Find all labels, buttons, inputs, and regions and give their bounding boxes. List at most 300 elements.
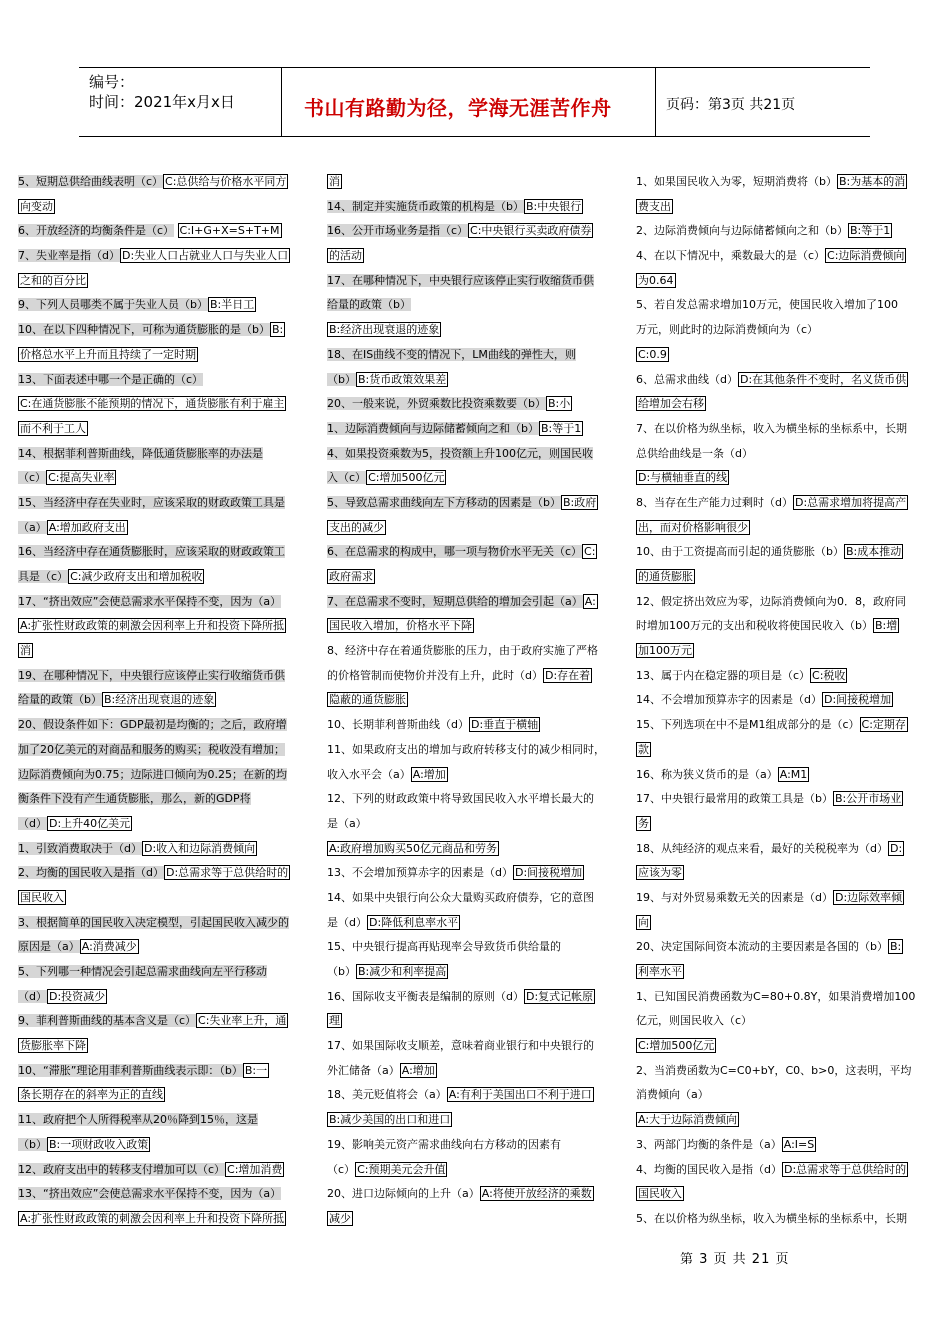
question-text: 给量的政策（b） — [18, 693, 102, 707]
question-line — [636, 516, 928, 541]
question-text: 具是（c） — [18, 570, 69, 583]
question-line — [636, 837, 928, 862]
question-text: 外汇储备（a） — [327, 1063, 400, 1077]
question-text: 7、在以价格为纵坐标，收入为横坐标的坐标系中，长期 — [636, 421, 907, 435]
page-footer: 第 3 页 共 21 页 — [680, 1252, 790, 1267]
question-text: 亿元，则国民收入（c） — [636, 1014, 753, 1028]
answer-text: D:总需求等于总供给时的 — [783, 1162, 907, 1176]
question-line — [327, 960, 619, 985]
question-line — [636, 886, 928, 911]
answer-text: B:经济出现衰退的迹象 — [329, 323, 440, 337]
question-line — [636, 343, 928, 368]
question-text: 13、“挤出效应”会使总需求水平保持不变，因为（a） — [18, 1187, 282, 1201]
question-line — [327, 763, 619, 788]
question-text: 12、假定挤出效应为零，边际消费倾向为0．8，政府同 — [636, 594, 906, 608]
answer-text: D:间接税增加 — [823, 693, 892, 707]
question-text: 收入水平会（a） — [327, 767, 411, 781]
question-line — [636, 565, 928, 590]
answer-text: B:经济出现衰退的迹象 — [103, 693, 215, 707]
question-line — [18, 368, 310, 393]
answer-text: A:政府增加购买50亿元商品和劳务 — [329, 841, 498, 855]
answer-text: C:税收 — [812, 668, 846, 682]
question-line — [18, 812, 310, 837]
question-line — [636, 664, 928, 689]
question-line — [18, 565, 310, 590]
question-text: 11、政府把个人所得税率从20％降到15％，这是 — [18, 1113, 258, 1127]
question-text: 7、失业率是指（d） — [18, 249, 120, 263]
question-text: 万元，则此时的边际消费倾向为（c） — [636, 323, 819, 337]
question-text: 总供给曲线是一条（d） — [636, 446, 753, 460]
text-column-2 — [327, 170, 619, 1232]
answer-text: C:增加消费 — [227, 1162, 283, 1176]
question-text: 3、两部门均衡的条件是（a） — [636, 1137, 782, 1151]
question-text: 18、美元贬值将会（a） — [327, 1088, 447, 1102]
question-text: 1、如果国民收入为零，短期消费将（b） — [636, 175, 837, 188]
answer-text: 支出的减少 — [329, 520, 384, 534]
answer-text: 消 — [329, 175, 340, 188]
answer-text: C:定期存 — [861, 718, 906, 732]
question-line — [18, 1158, 310, 1183]
answer-text: 条长期存在的斜率为正的直线 — [20, 1088, 163, 1102]
question-line — [327, 861, 619, 886]
answer-text: 货膨胀率下降 — [20, 1039, 86, 1053]
question-line — [327, 886, 619, 911]
question-text: 18、在IS曲线不变的情况下，LM曲线的弹性大，则 — [327, 347, 576, 361]
question-text: 边际消费倾向为0.75；边际进口倾向为0.25；在新的均 — [18, 767, 287, 781]
question-text: 16、公开市场业务是指（c） — [327, 224, 469, 238]
question-line — [327, 787, 619, 812]
question-text: 12、下列的财政政策中将导致国民收入水平增长最大的 — [327, 792, 594, 806]
question-line — [636, 688, 928, 713]
question-text: 加了20亿美元的对商品和服务的购买；税收没有增加； — [18, 742, 285, 756]
question-line — [18, 985, 310, 1010]
question-text: 11、如果政府支出的增加与政府转移支付的减少相同时， — [327, 742, 605, 756]
question-text: 13、下面表述中哪一个是正确的（c） — [18, 372, 204, 386]
question-line — [18, 219, 310, 244]
question-text: 9、下列人员哪类不属于失业人员（b） — [18, 298, 208, 312]
question-line — [327, 491, 619, 516]
answer-text: D:复式记帐原 — [525, 989, 594, 1003]
header-motto: 书山有路勤为径，学海无涯苦作舟 — [304, 96, 612, 120]
answer-text: 之和的百分比 — [20, 273, 86, 287]
question-line — [636, 1158, 928, 1183]
answer-text: D:收入和边际消费倾向 — [143, 841, 256, 855]
question-line — [636, 713, 928, 738]
question-line — [636, 985, 928, 1010]
answer-text: D:与横轴垂直的线 — [638, 471, 728, 485]
question-text: 6、总需求曲线（d） — [636, 372, 738, 386]
question-line — [18, 787, 310, 812]
question-text: 15、当经济中存在失业时，应该采取的财政政策工具是 — [18, 495, 285, 509]
question-line — [636, 639, 928, 664]
question-line — [18, 763, 310, 788]
question-line — [636, 195, 928, 220]
question-line — [327, 170, 619, 195]
answer-text: 加100万元 — [638, 644, 692, 658]
answer-text: 为0.64 — [638, 273, 674, 287]
question-line — [327, 1158, 619, 1183]
answer-text: A:将使开放经济的乘数 — [481, 1187, 592, 1201]
answer-text: D:总需求增加将提高产 — [794, 495, 907, 509]
answer-text: 出，而对价格影响很少 — [638, 520, 748, 534]
answer-text: A:增加 — [412, 767, 446, 781]
question-text: 10、“滞胀”理论用菲利普斯曲线表示即：（b） — [18, 1063, 243, 1077]
question-line — [18, 417, 310, 442]
question-line — [18, 590, 310, 615]
question-text: 18、从纯经济的观点来看，最好的关税税率为（d） — [636, 841, 888, 855]
question-line — [18, 343, 310, 368]
answer-text: 国民收入 — [638, 1187, 682, 1201]
question-line — [327, 417, 619, 442]
answer-text: C:边际消费倾向 — [827, 249, 905, 263]
answer-text: B:一项财政收入政策 — [48, 1137, 149, 1151]
question-line — [327, 195, 619, 220]
answer-text: 利率水平 — [638, 965, 682, 978]
answer-text: D:存在着 — [544, 668, 591, 682]
answer-text: B: — [271, 323, 284, 337]
question-line — [636, 787, 928, 812]
question-line — [327, 1108, 619, 1133]
answer-text: 向 — [638, 915, 649, 929]
answer-text: 的通货膨胀 — [638, 570, 693, 583]
answer-text: C:0.9 — [638, 347, 667, 361]
question-line — [18, 195, 310, 220]
question-text: 4、均衡的国民收入是指（d） — [636, 1162, 782, 1176]
question-line — [18, 837, 310, 862]
question-line — [636, 392, 928, 417]
answer-text: A:消费减少 — [81, 940, 137, 954]
question-line — [18, 1059, 310, 1084]
question-line — [18, 1009, 310, 1034]
answer-text: C:失业率上升，通 — [198, 1014, 287, 1028]
answer-text: B:小 — [547, 397, 571, 411]
question-line — [636, 960, 928, 985]
header-page-cell — [656, 68, 870, 136]
header-page-info: 页码：第3页 共21页 — [666, 97, 796, 113]
question-line — [327, 516, 619, 541]
question-text: 17、“挤出效应”会使总需求水平保持不变，因为（a） — [18, 594, 282, 608]
question-line — [636, 466, 928, 491]
answer-text: D: — [889, 841, 903, 855]
question-line — [18, 392, 310, 417]
question-text: （b） — [327, 372, 356, 386]
question-line — [327, 664, 619, 689]
answer-text: D:在其他条件不变时，名义货币供 — [739, 372, 907, 386]
question-line — [327, 639, 619, 664]
question-line — [327, 1182, 619, 1207]
answer-text: 务 — [638, 816, 649, 830]
question-line — [327, 911, 619, 936]
question-line — [327, 442, 619, 467]
question-line — [18, 466, 310, 491]
answer-text: A:增加 — [401, 1063, 435, 1077]
question-line — [327, 565, 619, 590]
question-line — [18, 1133, 310, 1158]
question-text: 消费倾向（a） — [636, 1088, 709, 1102]
question-line — [18, 935, 310, 960]
question-text: 2、边际消费倾向与边际储蓄倾向之和（b） — [636, 224, 848, 238]
answer-text: B:半日工 — [209, 298, 255, 312]
answer-text: A:大于边际消费倾向 — [638, 1113, 738, 1127]
question-line — [636, 1207, 928, 1232]
question-line — [636, 1108, 928, 1133]
question-text: 14、不会增加预算赤字的因素是（d） — [636, 693, 822, 707]
question-line — [18, 861, 310, 886]
question-text: （d） — [18, 989, 47, 1003]
answer-text: C:中央银行买卖政府债券 — [470, 224, 592, 238]
question-line — [327, 1059, 619, 1084]
answer-text: 减少 — [329, 1211, 351, 1225]
question-line — [18, 960, 310, 985]
answer-text: B:等于1 — [540, 421, 582, 435]
question-text: 原因是（a） — [18, 940, 80, 954]
answer-text: A:增加政府支出 — [48, 520, 126, 534]
question-line — [18, 244, 310, 269]
question-text: 14、根据菲利普斯曲线，降低通货膨胀率的办法是 — [18, 446, 263, 460]
question-text: 5、导致总需求曲线向左下方移动的因素是（b） — [327, 495, 561, 509]
question-line — [327, 590, 619, 615]
answer-text: A:M1 — [779, 767, 808, 781]
question-line — [327, 244, 619, 269]
answer-text: D:上升40亿美元 — [48, 816, 131, 830]
question-text: 14、如果中央银行向公众大量购买政府债券，它的意图 — [327, 890, 594, 904]
answer-text: 给增加会右移 — [638, 397, 704, 411]
question-line — [636, 417, 928, 442]
question-text: 5、短期总供给曲线表明（c） — [18, 175, 164, 188]
question-text: 16、称为狭义货币的是（a） — [636, 767, 778, 781]
question-text: 5、若自发总需求增加10万元，使国民收入增加了100 — [636, 298, 898, 312]
answer-text: 隐蔽的通货膨胀 — [329, 693, 406, 707]
question-line — [18, 886, 310, 911]
question-line — [327, 1207, 619, 1232]
answer-text: 价格总水平上升而且持续了一定时期 — [20, 347, 196, 361]
question-text: 2、当消费函数为C=C0+bY，C0、b>0，这表明，平均 — [636, 1063, 912, 1077]
answer-text: 应该为零 — [638, 866, 682, 880]
question-line — [327, 318, 619, 343]
question-line — [327, 1009, 619, 1034]
question-line — [636, 540, 928, 565]
question-line — [327, 293, 619, 318]
answer-text: B:货币政策效果差 — [357, 372, 447, 386]
question-text: 17、如果国际收支顺差，意味着商业银行和中央银行的 — [327, 1039, 594, 1053]
question-text: 8、当存在生产能力过剩时（d） — [636, 495, 793, 509]
question-line — [636, 269, 928, 294]
question-line — [18, 1083, 310, 1108]
question-text: 16、当经济中存在通货膨胀时，应该采取的财政政策工 — [18, 545, 285, 559]
question-text: 6、在总需求的构成中，哪一项与物价水平无关（c） — [327, 545, 583, 559]
answer-text: C: — [584, 545, 596, 559]
question-line — [636, 812, 928, 837]
question-text: 4、如果投资乘数为5，投资额上升100亿元，则国民收 — [327, 446, 593, 460]
question-text: 入（c） — [327, 471, 367, 485]
question-line — [636, 1059, 928, 1084]
question-line — [636, 293, 928, 318]
question-line — [18, 491, 310, 516]
question-text: 15、下列选项在中不是M1组成部分的是（c） — [636, 718, 860, 732]
question-text: 3、根据简单的国民收入决定模型，引起国民收入减少的 — [18, 915, 289, 929]
question-text: 5、下列哪一种情况会引起总需求曲线向左平行移动 — [18, 965, 267, 978]
question-text: 5、在以价格为纵坐标，收入为横坐标的坐标系中，长期 — [636, 1211, 907, 1225]
question-line — [327, 985, 619, 1010]
question-text: （c） — [18, 471, 47, 485]
answer-text: D:总需求等于总供给时的 — [165, 866, 289, 880]
question-text: 2、均衡的国民收入是指（d） — [18, 866, 164, 880]
question-line — [636, 219, 928, 244]
question-line — [18, 688, 310, 713]
answer-text: 向变动 — [20, 199, 53, 213]
question-text: 15、中央银行提高再贴现率会导致货币供给量的 — [327, 940, 561, 954]
question-text: 20、一般来说，外贸乘数比投资乘数要（b） — [327, 397, 546, 411]
question-line — [327, 540, 619, 565]
question-line — [18, 1182, 310, 1207]
question-line — [327, 688, 619, 713]
question-line — [18, 293, 310, 318]
question-text: 7、在总需求不变时，短期总供给的增加会引起（a） — [327, 594, 583, 608]
text-column-1 — [18, 170, 310, 1232]
answer-text: 政府需求 — [329, 570, 373, 583]
document-number-label: 编号： — [89, 73, 135, 91]
question-line — [18, 713, 310, 738]
answer-text: A:扩张性财政政策的刺激会因利率上升和投资下降所抵 — [20, 1211, 285, 1225]
question-text: 的价格管制而使物价并没有上升，此时（d） — [327, 668, 543, 682]
question-text: 8、经济中存在着通货膨胀的压力，由于政府实施了严格 — [327, 644, 598, 658]
question-line — [636, 763, 928, 788]
answer-text: B:一 — [244, 1063, 268, 1077]
question-line — [636, 244, 928, 269]
question-text: 1、边际消费倾向与边际储蓄倾向之和（b） — [327, 421, 539, 435]
question-line — [636, 590, 928, 615]
question-line — [327, 1083, 619, 1108]
answer-text: B:增 — [874, 619, 898, 633]
question-text: 衡条件下没有产生通货膨胀，那么，新的GDP将 — [18, 792, 251, 806]
answer-text: C:增加500亿元 — [368, 471, 445, 485]
header-meta-cell — [79, 68, 282, 136]
question-text: 19、影响美元资产需求曲线向右方移动的因素有 — [327, 1137, 561, 1151]
question-text: 1、已知国民消费函数为C=80+0.8Y，如果消费增加100 — [636, 989, 916, 1003]
question-line — [636, 318, 928, 343]
answer-text: 费支出 — [638, 199, 671, 213]
question-line — [636, 368, 928, 393]
document-time-label: 时间：2021年x月x日 — [89, 93, 235, 111]
question-line — [18, 318, 310, 343]
question-text: 13、不会增加预算赤字的因素是（d） — [327, 866, 513, 880]
question-line — [327, 392, 619, 417]
question-text: 13、属于内在稳定器的项目是（c） — [636, 668, 811, 682]
answer-text: 理 — [329, 1014, 340, 1028]
question-text: 10、长期菲利普斯曲线（d） — [327, 718, 469, 732]
question-line — [18, 664, 310, 689]
text-column-3 — [636, 170, 928, 1232]
question-text: 6、开放经济的均衡条件是（c） — [18, 224, 175, 238]
question-line — [18, 1034, 310, 1059]
answer-text: D:垂直于横轴 — [470, 718, 539, 732]
answer-text: D:投资减少 — [48, 989, 106, 1003]
question-text: （a） — [18, 520, 47, 534]
question-line — [18, 540, 310, 565]
question-line — [18, 516, 310, 541]
answer-text: D:失业人口占就业人口与失业人口 — [121, 249, 289, 263]
answer-text: B:政府 — [562, 495, 597, 509]
question-line — [636, 911, 928, 936]
answer-text: C:提高失业率 — [48, 471, 115, 485]
answer-text: 的活动 — [329, 249, 362, 263]
question-text: 17、中央银行最常用的政策工具是（b） — [636, 792, 833, 806]
answer-text: 国民收入增加，价格水平下降 — [329, 619, 472, 633]
question-line — [636, 935, 928, 960]
answer-text: B:减少美国的出口和进口 — [329, 1113, 451, 1127]
question-text: 14、制定并实施货币政策的机构是（b） — [327, 199, 524, 213]
question-line — [327, 269, 619, 294]
question-text: 12、政府支出中的转移支付增加可以（c） — [18, 1162, 226, 1176]
question-text: 20、假设条件如下：GDP最初是均衡的；之后，政府增 — [18, 718, 287, 732]
question-line — [18, 639, 310, 664]
question-line — [636, 861, 928, 886]
question-line — [636, 1133, 928, 1158]
answer-text: 国民收入 — [20, 890, 64, 904]
answer-text: B:等于1 — [849, 224, 891, 238]
question-line — [327, 738, 619, 763]
question-line — [327, 713, 619, 738]
question-text: 19、与对外贸易乘数无关的因素是（d） — [636, 890, 833, 904]
question-text: 17、在哪种情况下，中央银行应该停止实行收缩货币供 — [327, 273, 594, 287]
question-line — [636, 491, 928, 516]
answer-text: B: — [889, 940, 902, 954]
answer-text: B:公开市场业 — [834, 792, 902, 806]
question-line — [327, 837, 619, 862]
question-line — [636, 1083, 928, 1108]
question-line — [327, 343, 619, 368]
question-text: 10、由于工资提高而引起的通货膨胀（b） — [636, 545, 844, 559]
question-line — [18, 614, 310, 639]
question-line — [636, 614, 928, 639]
question-text: 20、决定国际间资本流动的主要因素是各国的（b） — [636, 940, 888, 954]
answer-text: B:为基本的消 — [838, 175, 906, 188]
question-line — [18, 1207, 310, 1232]
answer-text: A:扩张性财政政策的刺激会因利率上升和投资下降所抵 — [20, 619, 285, 633]
question-line — [327, 812, 619, 837]
question-text: 19、在哪种情况下，中央银行应该停止实行收缩货币供 — [18, 668, 285, 682]
question-line — [636, 442, 928, 467]
question-line — [18, 442, 310, 467]
question-line — [327, 368, 619, 393]
question-text: 16、国际收支平衡表是编制的原则（d） — [327, 989, 524, 1003]
question-text: （b） — [327, 965, 356, 978]
question-text: （b） — [18, 1137, 47, 1151]
answer-text: C:I+G+X=S+T+M — [179, 224, 280, 238]
question-text: 给量的政策（b） — [327, 298, 411, 312]
question-line — [327, 935, 619, 960]
answer-text: 而不利于工人 — [20, 421, 86, 435]
question-text: 4、在以下情况中，乘数最大的是（c） — [636, 249, 826, 263]
question-line — [327, 466, 619, 491]
answer-text: 消 — [20, 644, 31, 658]
page-header — [79, 67, 870, 137]
question-line — [636, 738, 928, 763]
question-text: 9、菲利普斯曲线的基本含义是（c） — [18, 1014, 197, 1028]
header-motto-cell — [282, 68, 656, 136]
question-line — [18, 170, 310, 195]
answer-text: A:I=S — [783, 1137, 815, 1151]
question-line — [636, 1182, 928, 1207]
question-line — [327, 1034, 619, 1059]
question-text: （c） — [327, 1162, 356, 1176]
question-line — [18, 911, 310, 936]
answer-text: B:减少和利率提高 — [357, 965, 447, 978]
answer-text: D:间接税增加 — [514, 866, 583, 880]
answer-text: 款 — [638, 742, 649, 756]
question-line — [636, 1009, 928, 1034]
question-text: 是（a） — [327, 816, 367, 830]
